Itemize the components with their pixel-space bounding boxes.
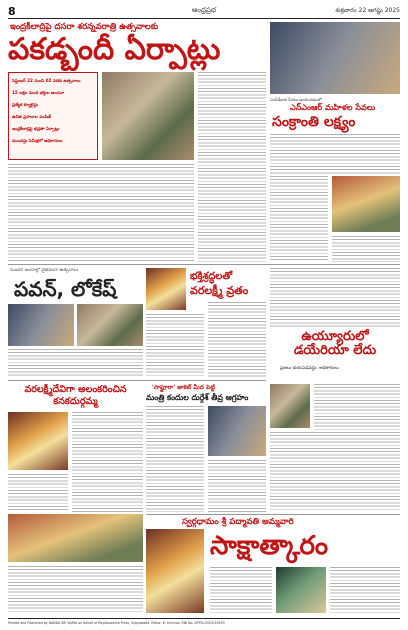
- story-meeting-photo: [270, 22, 400, 94]
- story-leaders-headline: పవన్, లోకేష్: [14, 277, 117, 301]
- story-padmavathi: [146, 517, 400, 615]
- story-leaders-photo: [77, 304, 143, 346]
- bullet-item: ముందస్తు సమీక్షలో అధికారులు: [12, 138, 63, 143]
- story-leaders-photo: [8, 304, 74, 346]
- story-kanakadurga-text: [8, 474, 68, 512]
- story-meeting-subhead: ఎన్ఎంఆర్ మహిళల సేవలు: [290, 103, 376, 112]
- divider: [8, 264, 400, 265]
- story-health: [270, 268, 400, 378]
- page-footer: [8, 618, 400, 628]
- story-health-text: [270, 432, 400, 512]
- story-vratam-text: [146, 314, 204, 378]
- story-meeting-text: [270, 134, 400, 174]
- story-padmavathi-kicker: స్వర్గధామం శ్రీ పద్మావతి అమ్మవారి: [182, 517, 294, 527]
- story-padmavathi-photo: [146, 529, 204, 613]
- story-lead: [8, 22, 266, 262]
- page-header: [8, 5, 400, 19]
- story-minister-text: [208, 460, 266, 512]
- story-meeting-headline: సంక్రాంతి లక్ష్యం: [272, 114, 356, 130]
- story-lead-text: [8, 164, 194, 262]
- story-meeting-text: [332, 236, 400, 262]
- story-kanakadurga-headline: వరలక్ష్మీదేవిగా అలంకరించిన కనకదుర్గమ్మ: [24, 384, 127, 407]
- story-minister-photo: [208, 406, 266, 456]
- story-health-text: [314, 384, 400, 430]
- bullet-item: సెప్టెంబర్ 22 నుంచి 02 వరకు ఉత్సవాలు: [12, 78, 81, 83]
- bullet-item: ఇంద్రకీలాద్రిపై భద్రతా ఏర్పాట్లు: [12, 126, 60, 131]
- story-health-body: [270, 380, 400, 512]
- story-minister-kicker: 'సాఫ్టూరా' జాకెట్ మీద పెట్టి: [152, 384, 215, 391]
- story-vratam-headline: వరలక్ష్మీ వ్రతం: [190, 284, 249, 297]
- story-meeting-text: [270, 176, 328, 262]
- story-padmavathi-text: [210, 567, 272, 613]
- story-meeting-kicker: ఎంపీడీలకు సేవలు అందించడంలో: [270, 97, 322, 102]
- page-number: 8: [8, 5, 16, 18]
- story-vratam: [146, 268, 266, 378]
- bullet-item: 15 లక్షల మంది భక్తుల అంచనా: [12, 90, 65, 95]
- story-vratam-text: [208, 302, 266, 378]
- story-leaders-text: [8, 349, 143, 378]
- divider: [146, 514, 400, 515]
- imprint-line: Printed and Published by NANDA SRI VIJAYA on behalf of Rayalaseema Press, Vijayawada. Editor: K. Srinivas. RNI No. APTEL/2003/10953: [8, 621, 225, 625]
- divider: [8, 380, 266, 381]
- story-kanakadurga-photo2: [8, 514, 143, 562]
- story-padmavathi-headline: సాక్షాత్కారం: [210, 531, 329, 561]
- story-minister: [146, 384, 266, 512]
- bullet-item: ఉచిత ప్రసాదాల పంపిణీ: [12, 114, 51, 119]
- story-lead-headline: పకడ్బందీ ఏర్పాట్లు: [8, 32, 221, 67]
- story-vratam-photo: [146, 268, 186, 310]
- story-meeting-photo2: [332, 176, 400, 232]
- story-minister-headline: మంత్రి కందుల దుర్గేశ్ తీవ్ర ఆగ్రహం: [146, 393, 249, 402]
- story-health-sub: ప్రజలు భయపడవద్దు: అధికారులు: [280, 366, 339, 371]
- story-meeting: [270, 22, 400, 262]
- story-kanakadurga-photo: [8, 412, 68, 470]
- story-padmavathi-text: [330, 567, 400, 613]
- bullet-item: ప్రత్యేక క్యూలైన్లు: [12, 102, 39, 107]
- story-padmavathi-photo2: [276, 567, 326, 613]
- story-lead-photo: [102, 72, 194, 160]
- story-minister-text: [146, 406, 204, 512]
- story-health-photo: [270, 384, 310, 428]
- story-health-headline: ఉయ్యూరులో డయేరియా లేదు: [293, 329, 377, 358]
- story-lead-bullets: [8, 72, 98, 160]
- issue-date: శుక్రవారం 22 ఆగష్టు 2025: [335, 7, 400, 14]
- story-health-text: [270, 268, 400, 328]
- story-leaders: [8, 268, 143, 378]
- story-kanakadurga-body: [8, 514, 143, 614]
- story-vratam-kicker: భక్తిశ్రద్ధలతో: [190, 271, 233, 282]
- masthead: ఆంధ్రప్రభ: [191, 6, 217, 14]
- story-kanakadurga: [8, 384, 143, 512]
- story-kanakadurga-text: [8, 566, 143, 614]
- story-kanakadurga-text: [72, 412, 143, 512]
- story-lead-kicker: ఇంద్రకీలాద్రిపై దసరా శరన్నవరాత్రి ఉత్సవాలకు: [10, 22, 159, 32]
- story-lead-text: [198, 72, 266, 262]
- story-leaders-kicker: సుందర అందాల్లో వైభవంగా ఉత్సవాలు: [10, 268, 79, 273]
